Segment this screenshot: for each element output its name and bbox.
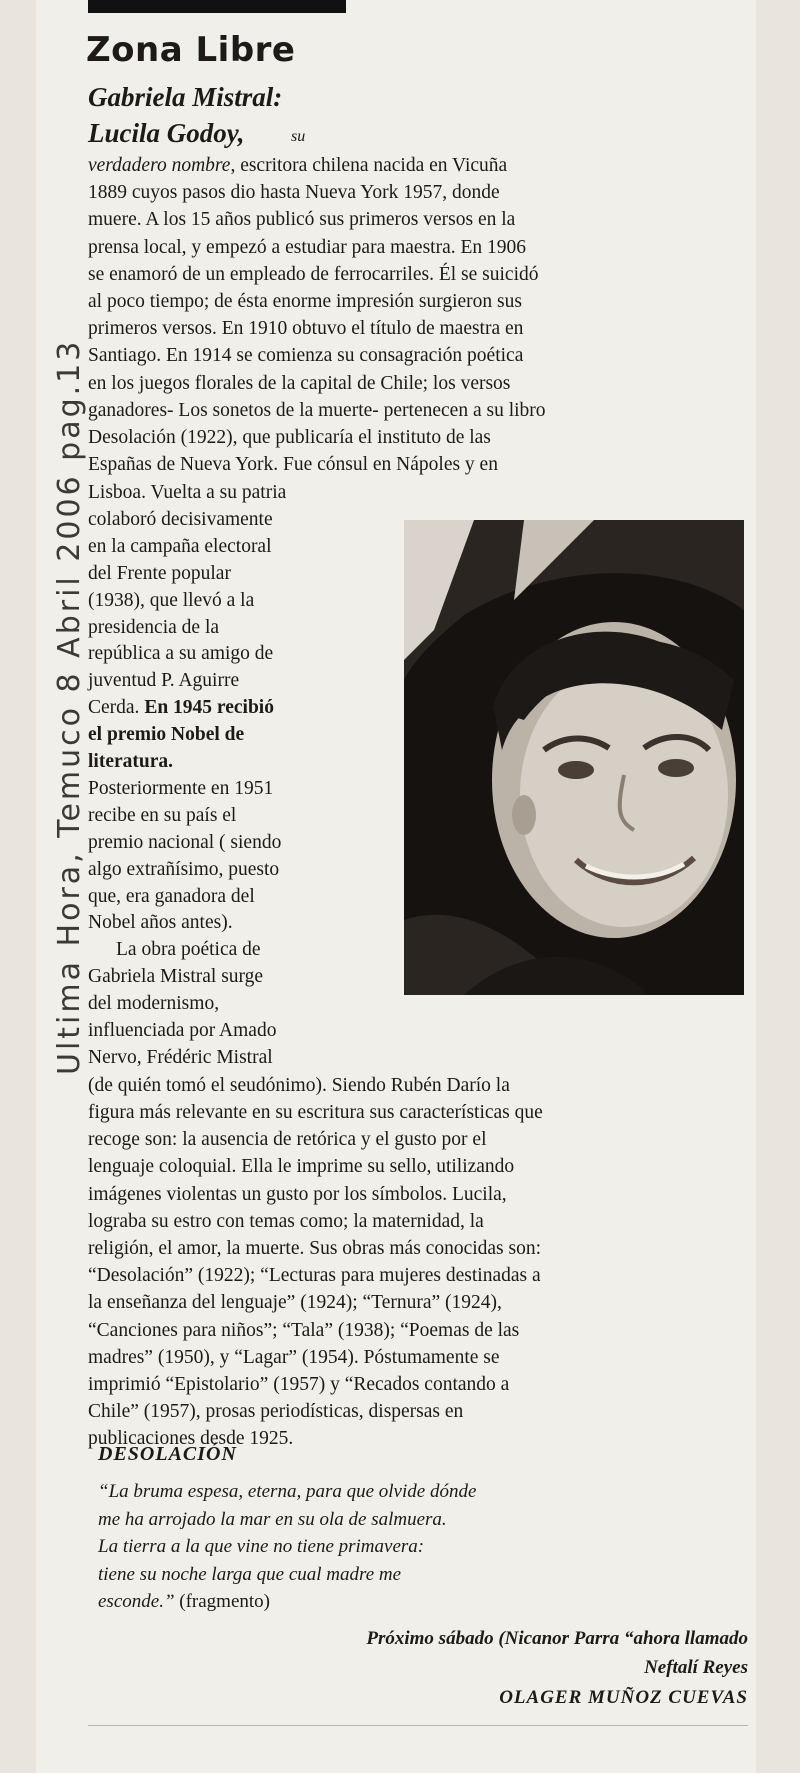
article-line-text: escritora chilena nacida en Vicuña — [240, 155, 508, 176]
article-column-line: Nobel años antes). — [88, 912, 233, 934]
article-subtitle-name: Lucila Godoy, — [88, 118, 245, 148]
article-line: recoge son: la ausencia de retórica y el gusto por el — [88, 1129, 487, 1151]
article-line: Santiago. En 1914 se comienza su consagración poética — [88, 345, 524, 367]
nobel-highlight: En 1945 recibió — [144, 697, 274, 719]
article-line: 1889 cuyos pasos dio hasta Nueva York 1957, donde — [88, 182, 500, 204]
nobel-highlight: literatura. — [88, 751, 174, 772]
poem-line: La tierra a la que vine no tiene primavera: — [98, 1536, 425, 1557]
article-column-line: influenciada por Amado — [88, 1020, 277, 1041]
article-subtitle-note: su — [291, 128, 306, 145]
article-line: “Desolación” (1922); “Lecturas para mujeres destinadas a — [88, 1265, 541, 1287]
article-column-line: república a su amigo de — [88, 643, 274, 665]
article-line: verdadero nombre, escritora chilena nacida en Vicuña — [88, 155, 508, 176]
portrait-illustration — [404, 520, 744, 995]
article-line: madres” (1950), y “Lagar” (1954). Póstumamente se — [88, 1346, 500, 1368]
next-issue-note: Próximo sábado (Nicanor Parra “ahora llamado — [366, 1628, 748, 1649]
poem-line-text: esconde.” — [98, 1591, 175, 1612]
article-line: religión, el amor, la muerte. Sus obras más conocidas son: — [88, 1238, 542, 1259]
article-title: Gabriela Mistral: — [88, 82, 283, 112]
article-line: en los juegos florales de la capital de Chile; los versos — [88, 372, 511, 394]
article-line: Chile” (1957), prosas periodísticas, dispersas en — [88, 1401, 464, 1423]
article-line: imprimió “Epistolario” (1957) y “Recados contando a — [88, 1374, 510, 1395]
article-column-line: juventud P. Aguirre — [88, 670, 240, 692]
article-line: Españas de Nueva York. Fue cónsul en Nápoles y en — [88, 454, 498, 476]
article-line: (de quién tomó el seudónimo). Siendo Rubén Darío la — [88, 1074, 510, 1096]
nobel-highlight: el premio Nobel de — [88, 724, 245, 746]
article-line: ganadores- Los sonetos de la muerte- pertenecen a su libro — [88, 399, 546, 421]
article-column-line: Gabriela Mistral surge — [88, 966, 264, 988]
intro-italic: verdadero nombre — [88, 155, 231, 176]
bottom-rule — [88, 1725, 748, 1726]
article-line: se enamoró de un empleado de ferrocarriles. Él se suicidó — [88, 263, 539, 285]
article-line: imágenes violentas un gusto por los símbolos. Lucila, — [88, 1183, 507, 1205]
article-column-line: Posteriormente en 1951 — [88, 777, 274, 799]
article-column-line: La obra poética de — [116, 939, 261, 961]
poem-line — [98, 1588, 270, 1615]
article-column-line — [88, 695, 366, 722]
article-column-text: Cerda. — [88, 697, 140, 719]
section-title: Zona Libre — [86, 30, 296, 70]
article-column-line: algo extrañísimo, puesto — [88, 858, 280, 880]
next-issue-note-2: Neftalí Reyes — [644, 1657, 748, 1678]
portrait-photo — [404, 520, 744, 995]
article-line: primeros versos. En 1910 obtuvo el título de maestra en — [88, 318, 524, 340]
article-column-line: Nervo, Frédéric Mistral — [88, 1046, 273, 1068]
article-column-line: (1938), que llevó a la — [88, 589, 255, 611]
article-column-line: en la campaña electoral — [88, 535, 272, 557]
article-column-line: del modernismo, — [88, 993, 220, 1015]
article-line: figura más relevante en su escritura sus características que — [88, 1102, 543, 1123]
article-column-line: colaboró decisivamente — [88, 508, 273, 530]
poem-line: me ha arrojado la mar en su ola de salmuera. — [98, 1508, 447, 1530]
article-column-line: presidencia de la — [88, 616, 220, 638]
article-column-line: premio nacional ( siendo — [88, 831, 282, 853]
article-line: prensa local, y empezó a estudiar para maestra. En 1906 — [88, 236, 527, 258]
poem-line: tiene su noche larga que cual madre me — [98, 1563, 402, 1585]
article-line: muere. A los 15 años publicó sus primeros versos en la — [88, 209, 516, 231]
article-line: lenguaje coloquial. Ella le imprime su sello, utilizando — [88, 1156, 515, 1178]
header-bar — [88, 0, 346, 13]
author-byline: OLAGER MUÑOZ CUEVAS — [499, 1687, 748, 1708]
article-column-line: Lisboa. Vuelta a su patria — [88, 482, 287, 503]
article-line: Desolación (1922), que publicaría el instituto de las — [88, 427, 491, 448]
fragment-label: (fragmento) — [179, 1591, 270, 1612]
article-column-line: del Frente popular — [88, 562, 231, 584]
article-line: al poco tiempo; de ésta enorme impresión surgieron sus — [88, 291, 522, 312]
article-line: lograba su estro con temas como; la maternidad, la — [88, 1210, 484, 1232]
poem-title: DESOLACIÓN — [98, 1443, 237, 1465]
article-line: “Canciones para niños”; “Tala” (1938); “Poemas de las — [88, 1319, 520, 1341]
article-line: la enseñanza del lenguaje” (1924); “Ternura” (1924), — [88, 1292, 502, 1314]
article-line: publicaciones desde 1925. — [88, 1428, 294, 1450]
article-column-line: recibe en su país el — [88, 804, 237, 826]
article-column-line: que, era ganadora del — [88, 885, 255, 907]
handwritten-note: Ultima Hora, Temuco 8 Abril 2006 pag.13 — [52, 338, 87, 1075]
poem-line: “La bruma espesa, eterna, para que olvide dónde — [98, 1481, 477, 1502]
